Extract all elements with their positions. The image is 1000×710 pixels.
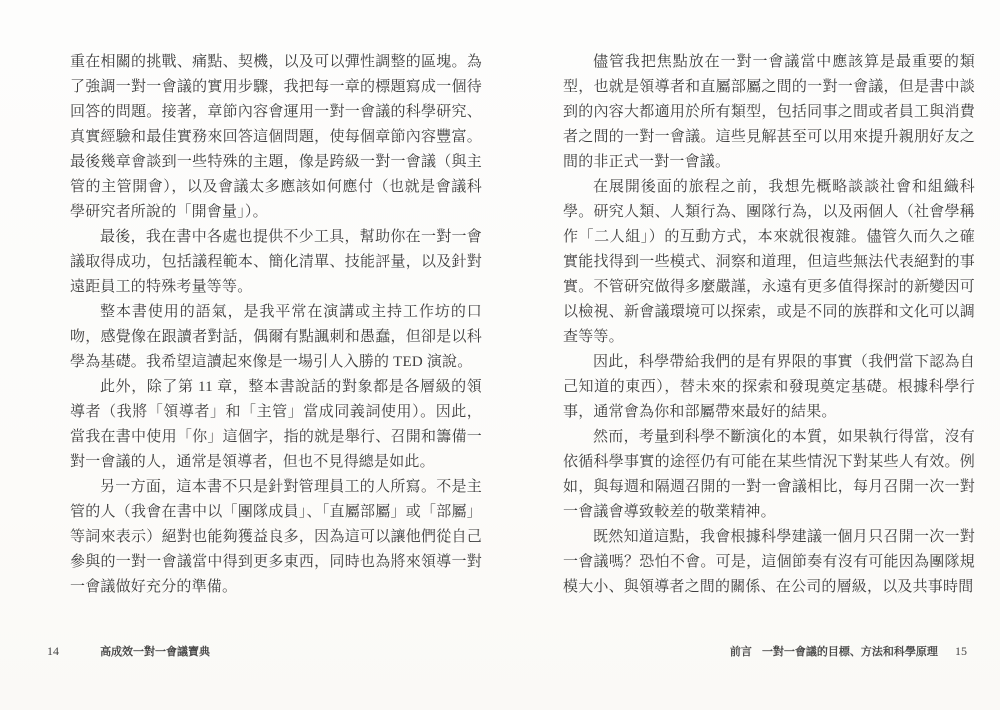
right-page-number: 15	[955, 644, 967, 658]
right-paragraph-2: 在展開後面的旅程之前，我想先概略談談社會和組織科學。研究人類、人類行為、團隊行為，以及兩個人（社會學稱作「二人組」）的互動方式，本來就很複雜。儘管久而久之確實能找得到一些模式、洞察和道理，但這些無法代表絕對的事實。不管研究做得多麼嚴謹，永遠有更多值得探討的新變因可以檢視、新會議環境可以探索，或是不同的族群和文化可以調查等等。	[563, 179, 975, 345]
left-paragraph-1: 重在相關的挑戰、痛點、契機，以及可以彈性調整的區塊。為了強調一對一會議的實用步驟，我把每一章的標題寫成一個待回答的問題。接著，章節內容會運用一對一會議的科學研究、真實經驗和最佳實務來回答這個問題，使每個章節內容豐富。最後幾章會談到一些特殊的主題，像是跨級一對一會議（與主管的主管開會），以及會議太多應該如何應付（也就是會議科學研究者所說的「開會量」）。	[70, 54, 482, 220]
left-paragraph-5: 另一方面，這本書不只是針對管理員工的人所寫。不是主管的人（我會在書中以「團隊成員」、「直屬部屬」或「部屬」等詞來表示）絕對也能夠獲益良多，因為這可以讓他們從自己參與的一對一會議當中得到更多東西，同時也為將來領導一對一會議做好充分的準備。	[70, 479, 482, 595]
right-paragraph-1: 儘管我把焦點放在一對一會議當中應該算是最重要的類型，也就是領導者和直屬部屬之間的一對一會議，但是書中談到的內容大都適用於所有類型，包括同事之間或者員工與消費者之間的一對一會議。這些見解甚至可以用來提升親朋好友之間的非正式一對一會議。	[563, 54, 975, 170]
left-page-text	[70, 50, 482, 600]
book-title: 高成效一對一會議寶典	[100, 646, 211, 658]
chapter-label: 前言	[729, 646, 752, 658]
right-paragraph-3: 因此，科學帶給我們的是有界限的事實（我們當下認為自己知道的東西），替未來的探索和發現奠定基礎。根據科學行事，通常會為你和部屬帶來最好的結果。	[563, 354, 975, 420]
right-page-footer	[730, 644, 967, 659]
left-page-number: 14	[47, 644, 59, 658]
left-paragraph-4: 此外，除了第 11 章，整本書說話的對象都是各層級的領導者（我將「領導者」和「主管」當成同義詞使用）。因此，當我在書中使用「你」這個字，指的就是舉行、召開和籌備一對一會議的人，通常是領導者，但也不見得總是如此。	[70, 379, 482, 470]
chapter-title: 一對一會議的目標、方法和科學原理	[761, 646, 938, 658]
left-page-footer	[47, 644, 210, 659]
left-paragraph-2: 最後，我在書中各處也提供不少工具，幫助你在一對一會議取得成功，包括議程範本、簡化清單、技能評量，以及針對遠距員工的特殊考量等等。	[70, 229, 482, 295]
right-page-text	[563, 50, 975, 600]
right-paragraph-4: 然而，考量到科學不斷演化的本質，如果執行得當，沒有依循科學事實的途徑仍有可能在某些情況下對某些人有效。例如，與每週和隔週召開的一對一會議相比，每月召開一次一對一會議會導致較差的敬業精神。	[563, 429, 975, 520]
right-paragraph-5: 既然知道這點，我會根據科學建議一個月只召開一次一對一會議嗎？恐怕不會。可是，這個節奏有沒有可能因為團隊規模大小、與領導者之間的關係、在公司的層級，以及共事時間	[563, 529, 975, 595]
left-paragraph-3: 整本書使用的語氣，是我平常在演講或主持工作坊的口吻，感覺像在跟讀者對話，偶爾有點諷刺和愚蠢，但卻是以科學為基礎。我希望這讀起來像是一場引人入勝的 TED 演說。	[70, 304, 482, 370]
